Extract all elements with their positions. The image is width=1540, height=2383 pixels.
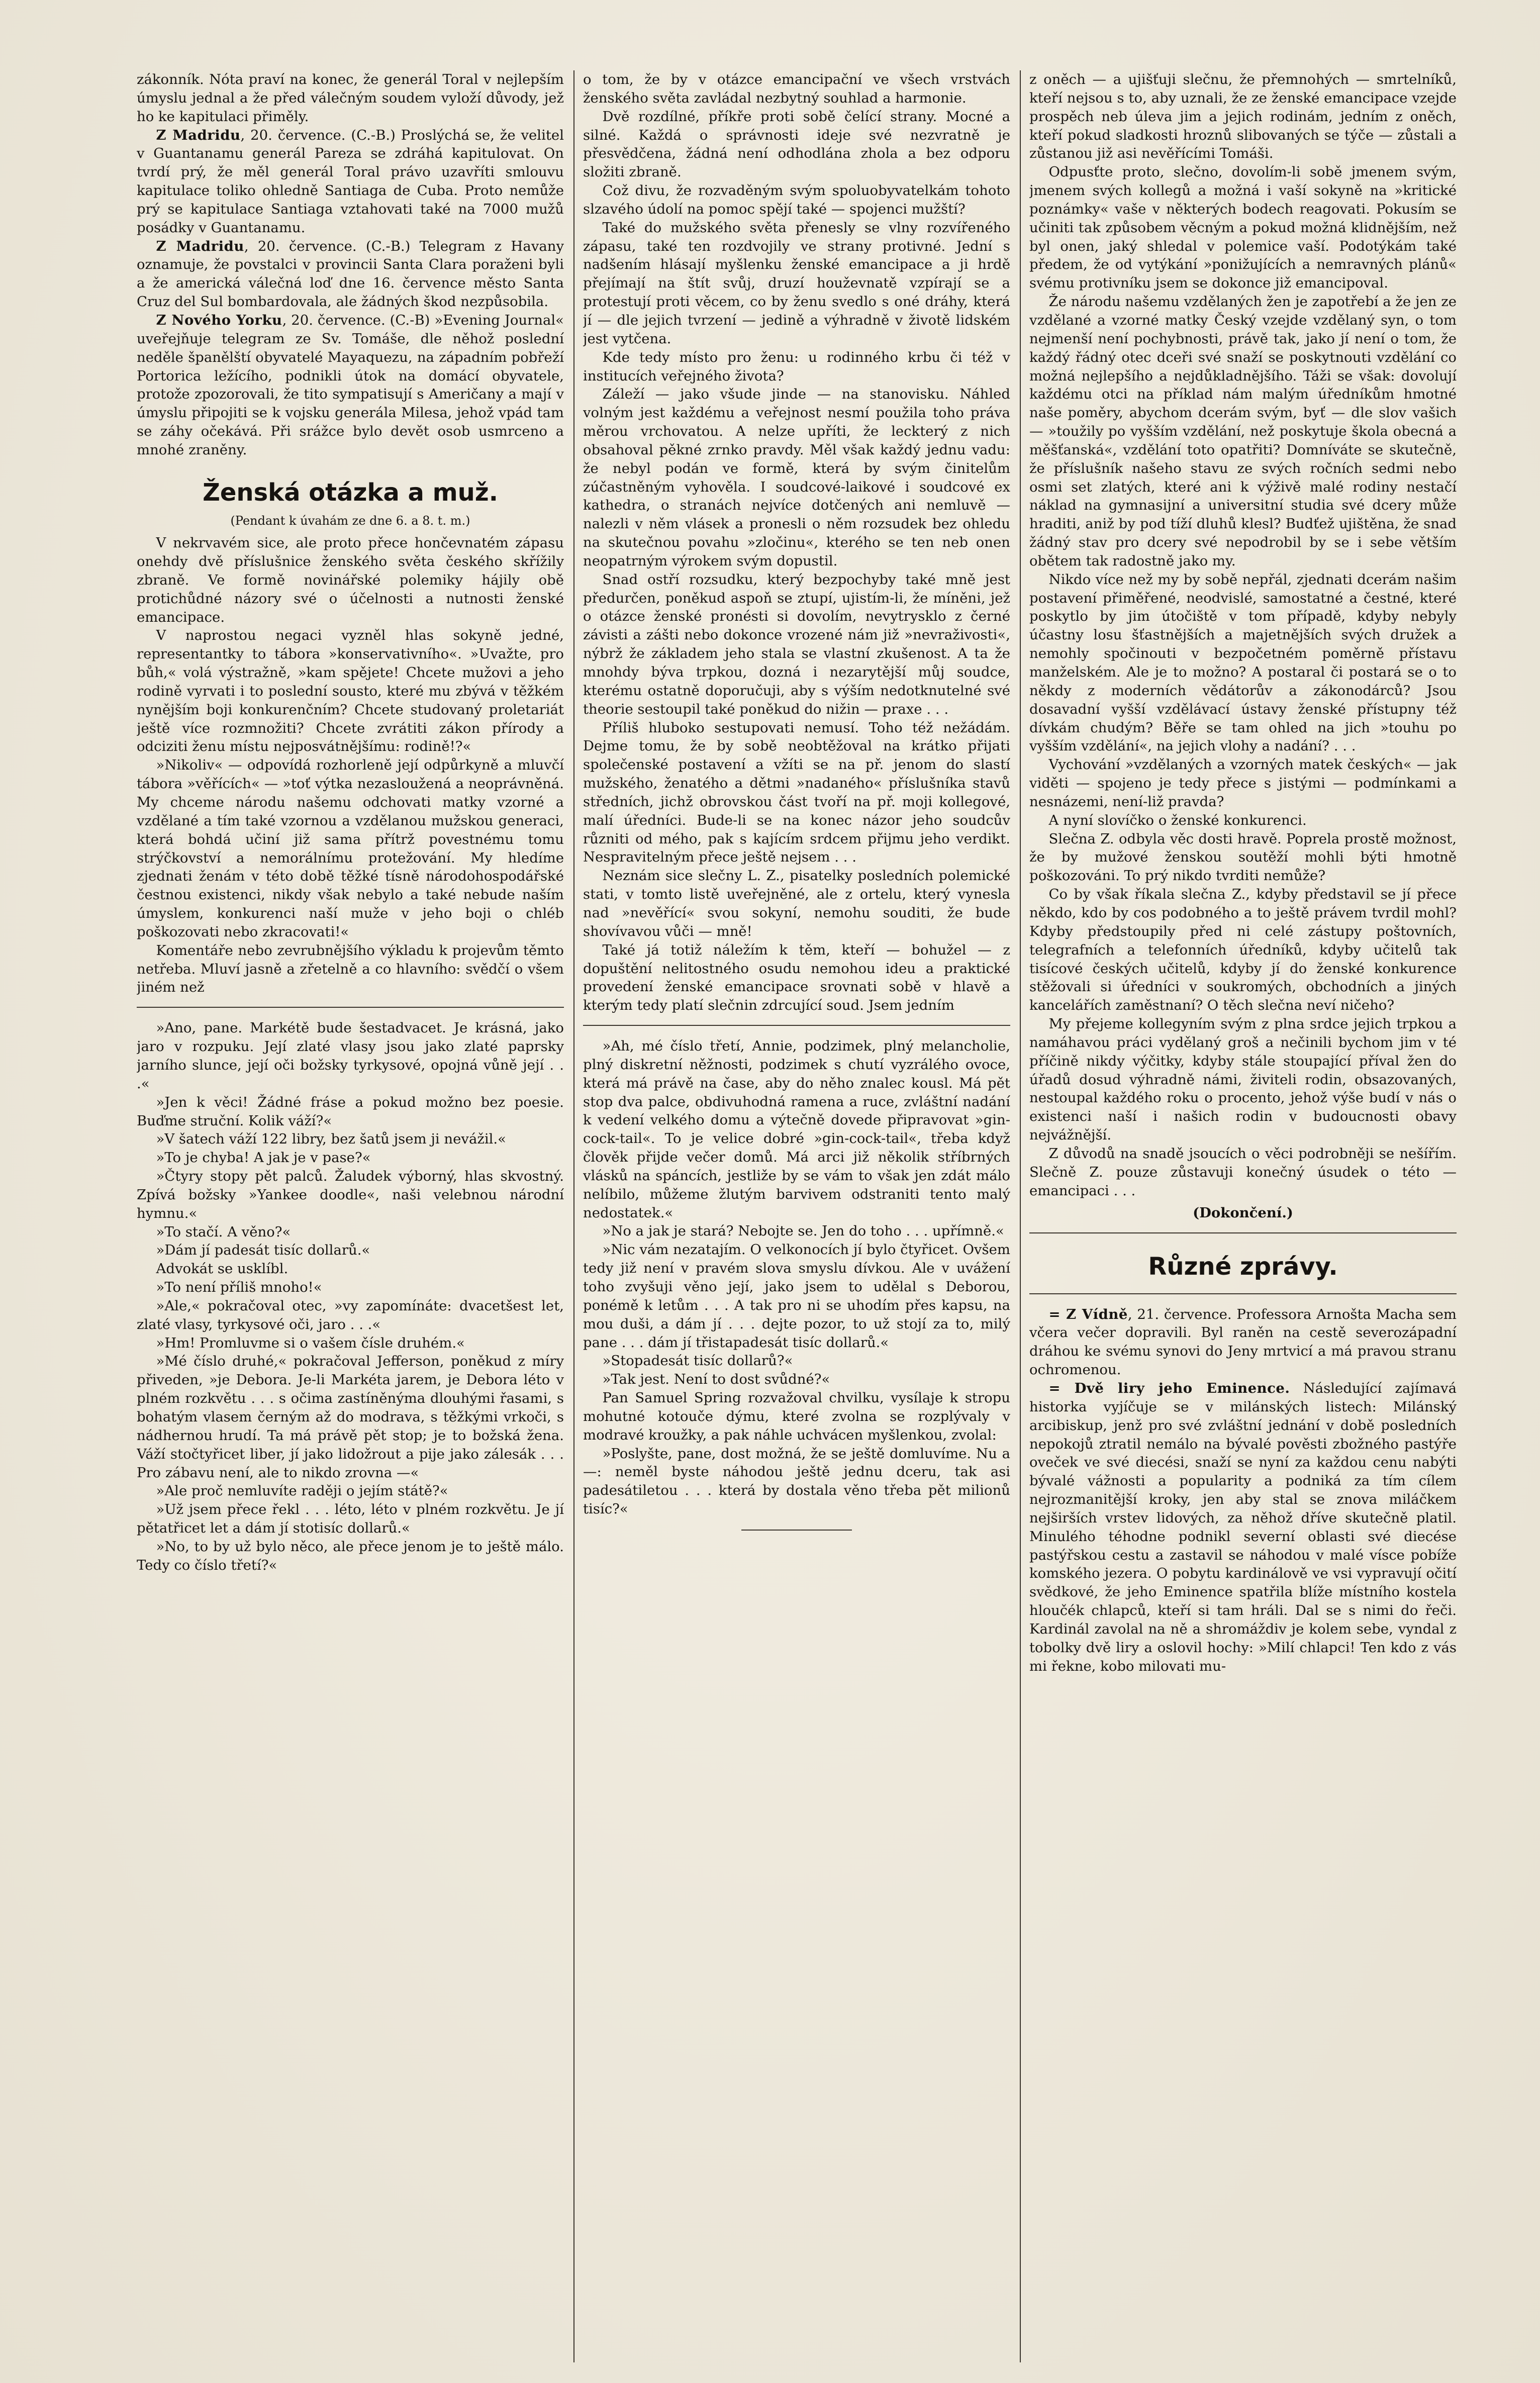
feuilleton-paragraph: »Stopadesát tisíc dollarů?« [602,1353,793,1369]
column-1 [137,70,564,2352]
dispatch-dateline: Z Nového Yorku [156,312,282,328]
feuilleton-paragraph: »No a jak je stará? Nebojte se. Jen do toho . . . upřímně.« [602,1223,1004,1240]
feuilleton-paragraph: »No, to by už bylo něco, ale přece jenom je to ještě málo. Tedy co číslo třetí?« [137,1538,564,1573]
paragraph: Co by však říkala slečna Z., kdyby představil se jí přece někdo, kdo by cos podobného a to ještě právem tvrdil mohl? Kdyby předstoupily před ni celé zástupy poštovních, telegrafních a telefonních úředníků, kdyby učitelů tak tisícové českých učitelů, kdyby jí do ženské konkurence stěžovali si úředníci v soukromých, obchodních a jiných kancelářích zaměstnaní? O těch slečna neví ničeho? [1029,886,1457,1014]
feuilleton-paragraph: »Dám jí padesát tisíc dollarů.« [156,1242,370,1259]
feuilleton-paragraph: »Nic vám nezatajím. O velkonocích jí bylo čtyřicet. Ovšem tedy již není v pravém slova smyslu dívkou. Ale v uvážení toho zvyšuji věno její, jako jsem to udělal s Deborou, ponémě k letům . . . A tak pro ni se uhodím přes kapsu, na mou duši, a dám jí . . . dejte pozor, to už stojí za to, milý pane . . . dám jí třistapadesát tisíc dollarů.« [583,1242,1010,1351]
paragraph: Odpusťte proto, slečno, dovolím-li sobě jmenem svým, jmenem svých kollegů a možná i vaší sokyně na »kritické poznámky« vaše v některých bodech reagovati. Pokusím se učiniti tak způsobem věcným a pokud možná klidnějším, než byl onen, jaký shledal v polemice vaší. Podotýkám také předem, že od vytýkání »ponižujících a nemravných plánů« svému protivníku jsem se dokonce již emancipoval. [1029,164,1457,292]
paragraph: Také do mužského světa přenesly se vlny rozvířeného zápasu, také ten rozdvojily ve strany protivné. Jední s nadšením hlásají myšlenku ženské emancipace a ji hrdě přejímají na štít svůj, druzí houževnatě vzpírají se a protestují proti věcem, co by ženu svedlo s oné dráhy, která jí — dle jejich tvrzení — jedině a výhradně v životě lidském jest vytčena. [583,219,1010,347]
feuilleton-paragraph: »Jen k věci! Žádné fráse a pokud možno bez poesie. Buďme struční. Kolik váží?« [137,1094,564,1129]
feuilleton-paragraph: »Ah, mé číslo třetí, Annie, podzimek, plný melancholie, plný diskretní něžnosti, podzimek s chutí vyzrálého ovoce, která má právě na čase, aby do něho znalec kousl. Má pět stop dva palce, obdivuhodná ramena a ruce, zvláštní nadání k vedení velkého domu a výtečně dovede připravovat »gin-cock-tail«. To je velice dobré »gin-cock-tail«, třeba když člověk přijde večer domů. Má arci již několik stříbrných vlásků na spáncích, jestliže by se vám to však jen zdát málo nelíbilo, můžeme žlutým barvivem odstraniti tento malý nedostatek.« [583,1038,1010,1221]
section-title: Různé zprávy. [1148,1253,1338,1281]
column-2 [583,70,1010,2352]
feuilleton-paragraph: Pan Samuel Spring rozvažoval chvilku, vysílaje k stropu mohutné kotouče dýmu, které zvolna se rozplývaly v modravé kroužky, a pak náhle uchvácen myšlenkou, zvolal: [583,1390,1010,1443]
dispatch-text: , 20. července. (C.-B) »Evening Journal« uveřejňuje telegram ze Sv. Tomáše, dle něhož poslední neděle španělští obyvatelé Mayaquezu, na západním pobřeží Portorica ležícího, podnikli útok na domácí obyvatele, protože zpozorovali, že tito sympatisují s Američany a mají v úmyslu připojiti se k vojsku generála Milesa, jehož vpád tam se záhy očekává. Při srážce bylo devět osob usmrceno a mnohé zraněny. [137,312,564,458]
section-divider [1029,1293,1457,1294]
section-title: Ženská otázka a muž. [203,478,498,507]
paragraph: Neznám sice slečny L. Z., pisatelky posledních polemické stati, v tomto listě uveřejněné, ale z ortelu, který vynesla nad »nevěřící« svou sokyní, nemohu souditi, že bude shovívavou vůči — mně! [583,868,1010,939]
paragraph: V naprostou negaci vyzněl hlas sokyně jedné, representantky to tábora »konservativního«. »Uvažte, pro bůh,« volá výstražně, »kam spějete! Chcete mužovi a jeho rodině vyrvati i to poslední sousto, které mu zbývá v těžkém nynějším boji konkurenčním? Chcete studovaný proletariát ještě více rozmnožiti? Chcete zvrátiti zákon přírody a odciziti ženu místu nejposvátnějšímu: rodině!?« [137,627,564,755]
column-3 [1029,70,1457,2352]
paragraph: V nekrvavém sice, ale proto přece hončevnatém zápasu onehdy dvě příslušnice ženského světa českého skřížily zbraně. Ve formě novinářské polemiky hájily obě protichůdné názory své o účelnosti a nutnosti ženské emancipace. [137,535,564,625]
feuilleton-paragraph: »V šatech váží 122 libry, bez šatů jsem ji nevážil.« [156,1131,506,1148]
feuilleton-paragraph: Advokát se usklíbl. [156,1261,288,1277]
feuilleton-paragraph: »Už jsem přece řekl . . . léto, léto v plném rozkvětu. Je jí pětatřicet let a dám jí stotisíc dollarů.« [137,1501,564,1537]
dispatch-text: , 20. července. (C.-B.) Telegram z Havany oznamuje, že povstalci v provincii Santa Clara poraženi byli a že americká válečná loď dne 16. července město Santa Cruz del Sul bombardovala, ale žádných škod nezpůsobila. [137,238,564,310]
paragraph: Záleží — jako všude jinde — na stanovisku. Náhled volným jest každému a veřejnost nesmí použila toho práva měrou vrchovatou. A nelze upříti, že leckterý z nich obsahoval pěkné zrnko pravdy. Měl však každý jednu vadu: že nebyl podán ve formě, která by svým činitelům zúčastněným vyhověla. I soudcové-laikové i soudcové ex kathedra, o stranách nejvíce dotčených ani nemluvě — nalezli v něm vlásek a pronesli o něm rozsudek bez ohledu na skutečnou povahu »zločinu«, kterého se ten neb onen neopatrným výrokem svým dopustil. [583,386,1010,569]
dispatch [137,311,564,459]
paragraph: Dvě rozdílné, příkře proti sobě čelící strany. Mocné a silné. Každá o správnosti ideje své nezvratně je přesvědčena, žádná není odhodlána zhola a bez odporu složiti zbraně. [583,108,1010,180]
feuilleton-paragraph: »Ale,« pokračoval otec, »vy zapomínáte: dvacetšest let, zlaté vlasy, tyrkysové oči, jaro . . .« [137,1297,564,1332]
paragraph: Kde tedy místo pro ženu: u rodinného krbu či též v institucích veřejného života? [583,349,1010,384]
feuilleton-divider [137,1007,564,1008]
paragraph: Z důvodů na snadě jsoucích o věci podrobněji se nešířím. Slečně Z. pouze zůstavuji konečný úsudek o této — emancipaci . . . [1029,1145,1457,1199]
paragraph: Snad ostří rozsudku, který bezpochyby také mně jest předurčen, poněkud aspoň se ztupí, ujistím-li, že míněni, jež o otázce ženské pronésti si dovolím, nevytrysklo z černé závisti a zášti nebo dokonce vrozené nám již »nevraživosti«, nýbrž že základem jeho stala se vlastní zkušenost. A ta že mnohdy býva trpkou, dozná i nezarytější můj soudce, kterému ostatně doporučuji, aby s výším nedotknutelné své theorie sestoupil také poněkud do nižin — praxe . . . [583,571,1010,717]
feuilleton-paragraph: »To stačí. A věno?« [156,1223,291,1240]
paragraph: zákonník. Nóta praví na konec, že generál Toral v nejlepším úmyslu jednal a že před válečným soudem vyloží důvody, jež ho ke kapitulaci přiměly. [137,71,564,125]
paragraph: z oněch — a ujišťuji slečnu, že přemnohých — smrtelníků, kteří nejsou s to, aby uznali, že ze ženské emancipace vzejde prospěch neb úleva jim a jejich rodinám, jedním z oněch, kteří pokud sladkosti hroznů slibovaných se týče — zůstali a zůstanou již asi nevěřícími Tomáši. [1029,71,1457,162]
paragraph: A nyní slovíčko o ženské konkurenci. [1048,812,1307,828]
continuation-note: (Dokončení.) [1193,1205,1293,1221]
dispatch [137,126,564,237]
end-rule [741,1530,852,1531]
feuilleton-paragraph: »Čtyry stopy pět palců. Žaludek výborný, hlas skvostný. Zpívá božsky »Yankee doodle«, naši velebnou národní hymnu.« [137,1168,564,1221]
dispatch [137,237,564,311]
paragraph: »Nikoliv« — odpovídá rozhorleně její odpůrkyně a mluvčí tábora »věřících« — »toť výtka nezasloužená a neoprávněná. My chceme národu našemu odchovati matky vzorné a vzdělané a tím také vzornou a vzdělanou mužskou generaci, která bohdá učiní již sama přítrž povestnému tomu strýčkovství a nemorálnímu protežování. My hledíme zjednati ženám v této době těžké tísně národohospodářské čestnou existenci, nikdy však nebylo a také nebude naším úmyslem, konkurenci naší muže v jeho boji o chléb poškozovati nebo zkracovati!« [137,757,564,940]
feuilleton-divider [583,1025,1010,1026]
section-subtitle: (Pendant k úvahám ze dne 6. a 8. t. m.) [230,514,470,528]
news-text: Následující zajímavá historka vyjíčuje se v milánských listech: Milánský arcibiskup, jenž pro své zvláštní jednání v době posledních nepokojů ztratil nemálo na bývalé pověsti zbožného pastýře oveček ve své diecési, snaží se nyní za každou cenu nabýti bývalé vážnosti a popularity a podniká za tím cílem nejrozmanitější kroky, jen aby stal se znova miláčkem nejširších vrstev lidových, za něhož dříve skutečně platil. Minulého téhodne podnikl severní oblasti své diecése pastýřskou cestu a zastavil se náhodou v malé vísce pobíže komského jezera. O pobytu kardinálově ve vsi vypravují očití svědkové, že jeho Eminence spatřila blíže místního kostela hloučék chlapců, kteří si tam hráli. Dal se s nimi do řeči. Kardinál zavolal na ně a shromáždiv je kolem sebe, vyndal z tobolky dvě liry a oslovil hochy: »Milí chlapci! Ten kdo z vás mi řekne, kobo milovati mu- [1029,1380,1457,1674]
column-rule [1020,70,1021,2362]
paragraph: Nikdo více než my by sobě nepřál, zjednati dcerám našim postavení přiměřené, neodvislé, samostatné a čestné, které poskytlo by jim útočiště v tom případě, kdyby nebyly účastny losu šťastnějších a majetnějších svých družek a nemohly spočinouti v bezpočetném poměrně přístavu manželském. Ale je to možno? A postaral či postará se o to někdy z moderních vědátorův a zákonodárců? Jsou dosavadní vyšší vzdělávací ústavy ženské přístupny též dívkám chudým? Běře se tam ohled na jich »touhu po vyšším vzdělání«, na jejich vlohy a nadání? . . . [1029,571,1457,754]
news-item [1029,1305,1457,1379]
paragraph: Což divu, že rozvaděným svým spoluobyvatelkám tohoto slzavého údolí na pomoc spějí také — spojenci mužští? [583,182,1010,217]
feuilleton-paragraph: »To je chyba! A jak je v pase?« [156,1150,371,1166]
feuilleton-paragraph: »To není příliš mnoho!« [156,1279,322,1296]
paragraph: Že národu našemu vzdělaných žen je zapotřebí a že jen ze vzdělané a vzorné matky Český vzejde vzdělaný syn, o tom nejmenší není pochybnosti, právě tak, jako jí není o tom, že každý řádný otec dceři své snaží se poskytnouti vzdělání co možná nejlepšího a nejdůkladnějšího. Táži se však: dovolují každému otci na příklad nám malým úředníkům hmotné naše poměry, abychom dcerám svým, byť — dle slov vašich — »toužily po vyšším vzdělání, než poskytuje škola obecná a měšťanská«, vzdělání toto opatřiti? Domníváte se skutečně, že příslušník našeho stavu ze svých ročních sedmi nebo osmi set zlatých, které ani k výživě malé rodiny nestačí náklad na gymnasijní a universitní studia své dcery může hraditi, aniž by pod tíží dluhů klesl? Budťež ujištěna, že snad žádný stav pro dcery své nepodrobil by se i sebe větším obětem tak radostně jako my. [1029,294,1457,569]
feuilleton-paragraph: »Poslyšte, pane, dost možná, že se ještě domluvíme. Nu a —: neměl byste náhodou ještě jednu dceru, tak asi padesátiletou . . . která by dostala věno třeba pět milionů tisíc?« [583,1445,1010,1517]
feuilleton-paragraph: »Ano, pane. Markétě bude šestadvacet. Je krásná, jako jaro v rozpuku. Její zlaté vlasy jsou jako zlaté paprsky jarního slunce, její oči božsky tyrkysové, opojná vůně její . . .« [137,1020,564,1092]
dispatch-dateline: Z Madridu [156,127,241,143]
feuilleton-paragraph: »Tak jest. Není to dost svůdné?« [602,1371,830,1388]
paragraph: Slečna Z. odbyla věc dosti hravě. Poprela prostě možnost, že by mužové ženskou soutěží mohli býti hmotně poškozováni. To prý nikdo tvrditi nemůže? [1029,830,1457,884]
news-item [1029,1379,1457,1676]
feuilleton-paragraph: »Ale proč nemluvíte raději o jejím státě?« [156,1483,448,1499]
news-headline: = Dvě liry jeho Eminence. [1048,1380,1290,1396]
column-rule [573,70,574,2362]
paragraph: Příliš hluboko sestupovati nemusí. Toho též nežádám. Dejme tomu, že by sobě neobtěžoval na krátko přijati společenské postavení a vžíti se na př. jenom do slastí mužského, ženatého a dětmi »nadaného« příslušníka stavů středních, jichž obrovskou část tvoří na př. moji kollegové, malí úředníci. Bude-li se na konec názor jeho soudcův různiti od mého, pak s kajícím srdcem přijmu jeho verdikt. Nespravitelným přece ještě nejsem . . . [583,719,1010,866]
news-dateline: = Z Vídně [1048,1306,1128,1322]
feuilleton-paragraph: »Hm! Promluvme si o vašem čísle druhém.« [156,1335,465,1351]
feuilleton-paragraph: »Mé číslo druhé,« pokračoval Jefferson, poněkud z míry přiveden, »je Debora. Je-li Markéta jarem, je Debora léto v plném rozkvětu . . . s očima zastíněnýma dlouhými řasami, s bohatým vlasem černým až do modrava, s těžkými vrkoči, s nádhernou hrudí. Ta má právě pět stop; je to božská žena. Váží stočtyřicet liber, jí jako lidožrout a pije jako zálesák . . . Pro zábavu není, ale to nikdo zrovna —« [137,1353,564,1481]
dispatch-dateline: Z Madridu [156,238,244,254]
section-divider [1029,1232,1457,1233]
paragraph: Vychování »vzdělaných a vzorných matek českých« — jak viděti — spojeno je tedy přece s jistými — podmínkami a nesnázemi, není-liž pravda? [1029,756,1457,810]
paragraph: o tom, že by v otázce emancipační ve všech vrstvách ženského světa zavládal nezbytný souhlad a harmonie. [583,71,1010,106]
news-text: , 21. července. Professora Arnošta Macha sem včera večer dopravili. Byl raněn na cestě severozápadní dráhou ke svému synovi do Jeny mrtvicí a má pravou stranu ochromenou. [1029,1306,1457,1378]
paragraph: Také já totiž náležím k těm, kteří — bohužel — z dopuštění nelitostného osudu nemohou ideu a praktické provedení ženské emancipace srovnati sobě v hlavě a kterým tedy platí slečnin zdrcující soud. Jsem jedním [583,941,1010,1014]
paragraph: Komentáře nebo zevrubnějšího výkladu k projevům těmto netřeba. Mluví jasně a zřetelně a co hlavního: svědčí o všem jiném než [137,942,564,996]
dispatch-text: , 20. července. (C.-B.) Proslýchá se, že velitel v Guantanamu generál Pareza se zdráhá kapitulovat. On tvrdí prý, že měl generál Toral právo uzavříti smlouvu kapitulace toliko ohledně Santiaga de Cuba. Proto nemůže prý se kapitulace Santiaga vztahovati také na 7000 mužů posádky v Guantanamu. [137,127,564,236]
paragraph: My přejeme kollegyním svým z plna srdce jejich trpkou a namáhavou práci vydělaný groš a nečinili bychom jim v té příčině nikdy výčitky, kdyby stále stoupající příval žen do úřadů dosud výhradně námi, živiteli rodin, obsazovaných, nestoupal každého roku o procento, jehož výše budí v nás o existenci naší i našich rodin v budoucnosti obavy nejvážnější. [1029,1016,1457,1143]
